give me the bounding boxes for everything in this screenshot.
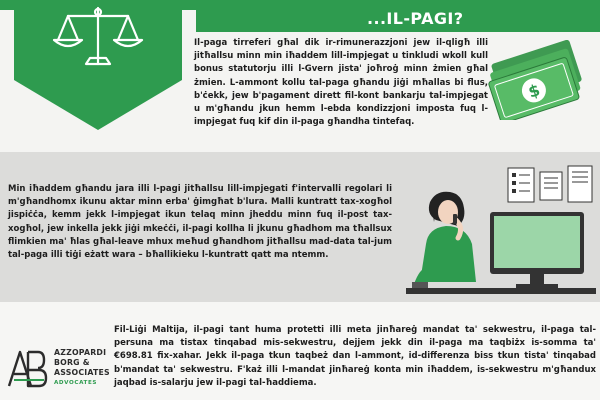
- scales-of-justice-icon: [48, 2, 148, 74]
- logo-name-line-1: AZZOPARDI: [54, 348, 107, 357]
- logo-tagline: ADVOCATES: [54, 380, 98, 386]
- middle-section: [0, 152, 600, 302]
- bottom-paragraph: Fil-Liġi Maltija, il-pagi tant huma protetti illi meta jinħareġ mandat ta' sekwestru, il-paga tal-persuna ma tistax tinqabad mis-sekwestru, dejjem jekk din il-paga ma taqbiżx is-somma ta' €698.81 fix-xahar. Jekk il-paga tkun taqbeż dan l-ammont, id-differenza biss tkun tista' tinqabad b'mandat ta' sekwestru. F'każ illi l-mandat jinħareġ konta min iħaddem, is-sekwestru m'għandux jaqbad is-salarju jew il-pagi tal-ħaddiema.: [114, 325, 596, 388]
- svg-text:$: $: [525, 80, 543, 102]
- top-paragraph: Il-paga tirreferi għal dik ir-rimunerazzjoni jew il-qligħ illi jitħallsu minn min iħaddem lill-impjegat u tinkludi wkoll kull bonus statutorju illi l-Gvern jista' joħroġ minn żmien għal żmien. L-ammont kollu tal-paga għandu jiġi mħallas bi flus, b'ċekk, jew b'pagament dirett fil-kont bankarju tal-impjegat u m'għandu jkun hemm l-ebda kondizzjoni imposta fuq l-impjegat fuq kif din il-paga għandha tintefaq.: [194, 38, 488, 128]
- middle-paragraph: Min iħaddem għandu jara illi l-pagi jitħallsu lill-impjegati f'intervalli regolari li m'għandhomx ikunu aktar minn erba' ġimgħat b'lura. Malli kuntratt tax-xogħol jispiċċa, kemm jekk l-impjegat ikun telaq minn jheddu minn fuq il-post tax-xogħol, jew inkella jekk jiġi mkeċċi, il-pagi kollha li jkunu għadhom ma tħallsux flimkien ma' ħlas għal-leave mhux meħud għandhom jitħallsu mad-data tal-jum tal-paga illi tiġi eżatt wara – bħallikieku l-kuntratt qatt ma ntemm.: [8, 184, 392, 261]
- bottom-section: [0, 302, 600, 400]
- money-bills-icon: [488, 40, 592, 120]
- firm-logo: [6, 346, 110, 398]
- top-section: [0, 0, 600, 152]
- abba-monogram-logo: [6, 346, 50, 390]
- logo-name-line-3: ASSOCIATES: [54, 368, 110, 377]
- worker-at-computer-illustration: [396, 162, 596, 300]
- section-title: ...IL-PAGI?: [367, 9, 464, 28]
- logo-name-line-2: BORG &: [54, 358, 90, 367]
